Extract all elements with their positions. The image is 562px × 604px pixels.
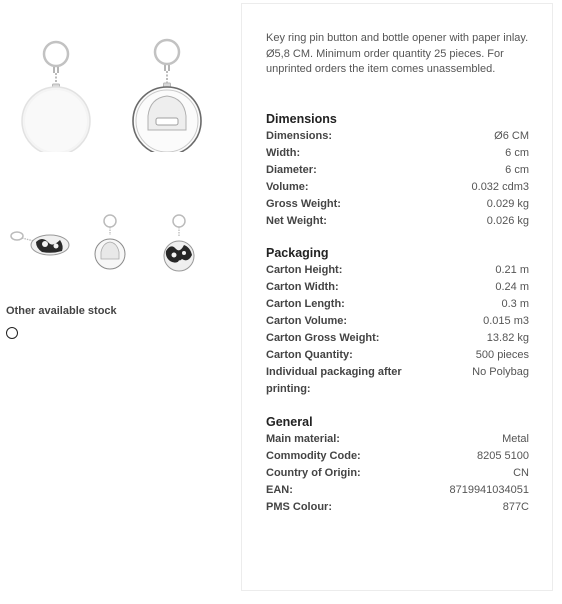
spec-value: 13.82 kg [486, 332, 529, 344]
spec-row [266, 162, 529, 179]
spec-row [266, 347, 529, 364]
dimensions-rows [266, 128, 529, 230]
product-description: Key ring pin button and bottle opener with paper inlay. Ø5,8 CM. Minimum order quantity 25 pieces. For unprinted orders the item comes unassembled. [266, 32, 529, 75]
product-details-panel [241, 3, 553, 591]
spec-value: 8719941034051 [449, 484, 529, 496]
thumbnail-1[interactable] [8, 224, 72, 260]
spec-label: Carton Width: [266, 281, 339, 293]
spec-row [266, 262, 529, 279]
spec-label: Individual packaging after printing: [266, 366, 402, 395]
spec-row [266, 499, 529, 516]
spec-row [266, 465, 529, 482]
packaging-section [266, 244, 529, 398]
packaging-rows [266, 262, 529, 398]
spec-value: No Polybag [472, 366, 529, 378]
spec-row [266, 128, 529, 145]
spec-value: 0.029 kg [486, 198, 529, 210]
spec-row [266, 313, 529, 330]
spec-value: 500 pieces [475, 349, 529, 361]
spec-value: 877C [502, 501, 529, 513]
spec-label: Commodity Code: [266, 450, 361, 462]
general-section [266, 413, 529, 516]
spec-label: Gross Weight: [266, 198, 341, 210]
spec-value: 0.015 m3 [483, 315, 529, 327]
spec-label: Carton Gross Weight: [266, 332, 380, 344]
spec-label: Carton Volume: [266, 315, 348, 327]
stock-option-radio[interactable] [6, 327, 18, 339]
spec-value: 0.032 cdm3 [471, 181, 529, 193]
main-image-back [128, 38, 212, 152]
main-image-front [18, 40, 102, 152]
spec-label: Carton Height: [266, 264, 343, 276]
section-title: Dimensions [266, 112, 337, 126]
spec-label: Width: [266, 147, 301, 159]
spec-label: Carton Quantity: [266, 349, 353, 361]
spec-value: CN [513, 467, 529, 479]
spec-label: Volume: [266, 181, 309, 193]
spec-row [266, 330, 529, 347]
spec-label: EAN: [266, 484, 293, 496]
other-stock-label: Other available stock [6, 305, 117, 317]
spec-value: 6 cm [505, 164, 529, 176]
thumbnail-2[interactable] [93, 213, 127, 271]
spec-row [266, 448, 529, 465]
spec-value: Ø6 CM [494, 130, 529, 142]
spec-row [266, 179, 529, 196]
spec-label: PMS Colour: [266, 501, 332, 513]
spec-label: Net Weight: [266, 215, 327, 227]
spec-value: 0.026 kg [486, 215, 529, 227]
spec-value: Metal [502, 433, 529, 445]
general-rows [266, 431, 529, 516]
product-gallery [0, 0, 230, 604]
spec-row [266, 482, 529, 499]
spec-label: Main material: [266, 433, 340, 445]
spec-label: Dimensions: [266, 130, 333, 142]
spec-row [266, 213, 529, 230]
spec-label: Country of Origin: [266, 467, 361, 479]
spec-value: 0.21 m [495, 264, 529, 276]
spec-row [266, 196, 529, 213]
spec-label: Carton Length: [266, 298, 345, 310]
spec-row [266, 296, 529, 313]
spec-value: 6 cm [505, 147, 529, 159]
section-title: General [266, 415, 313, 429]
spec-value: 0.24 m [495, 281, 529, 293]
spec-row [266, 279, 529, 296]
spec-value: 8205 5100 [477, 450, 529, 462]
spec-row [266, 145, 529, 162]
spec-row [266, 364, 529, 398]
spec-label: Diameter: [266, 164, 317, 176]
thumbnail-3[interactable] [162, 213, 196, 273]
spec-value: 0.3 m [501, 298, 529, 310]
spec-row [266, 431, 529, 448]
section-title: Packaging [266, 246, 329, 260]
dimensions-section [266, 110, 529, 230]
